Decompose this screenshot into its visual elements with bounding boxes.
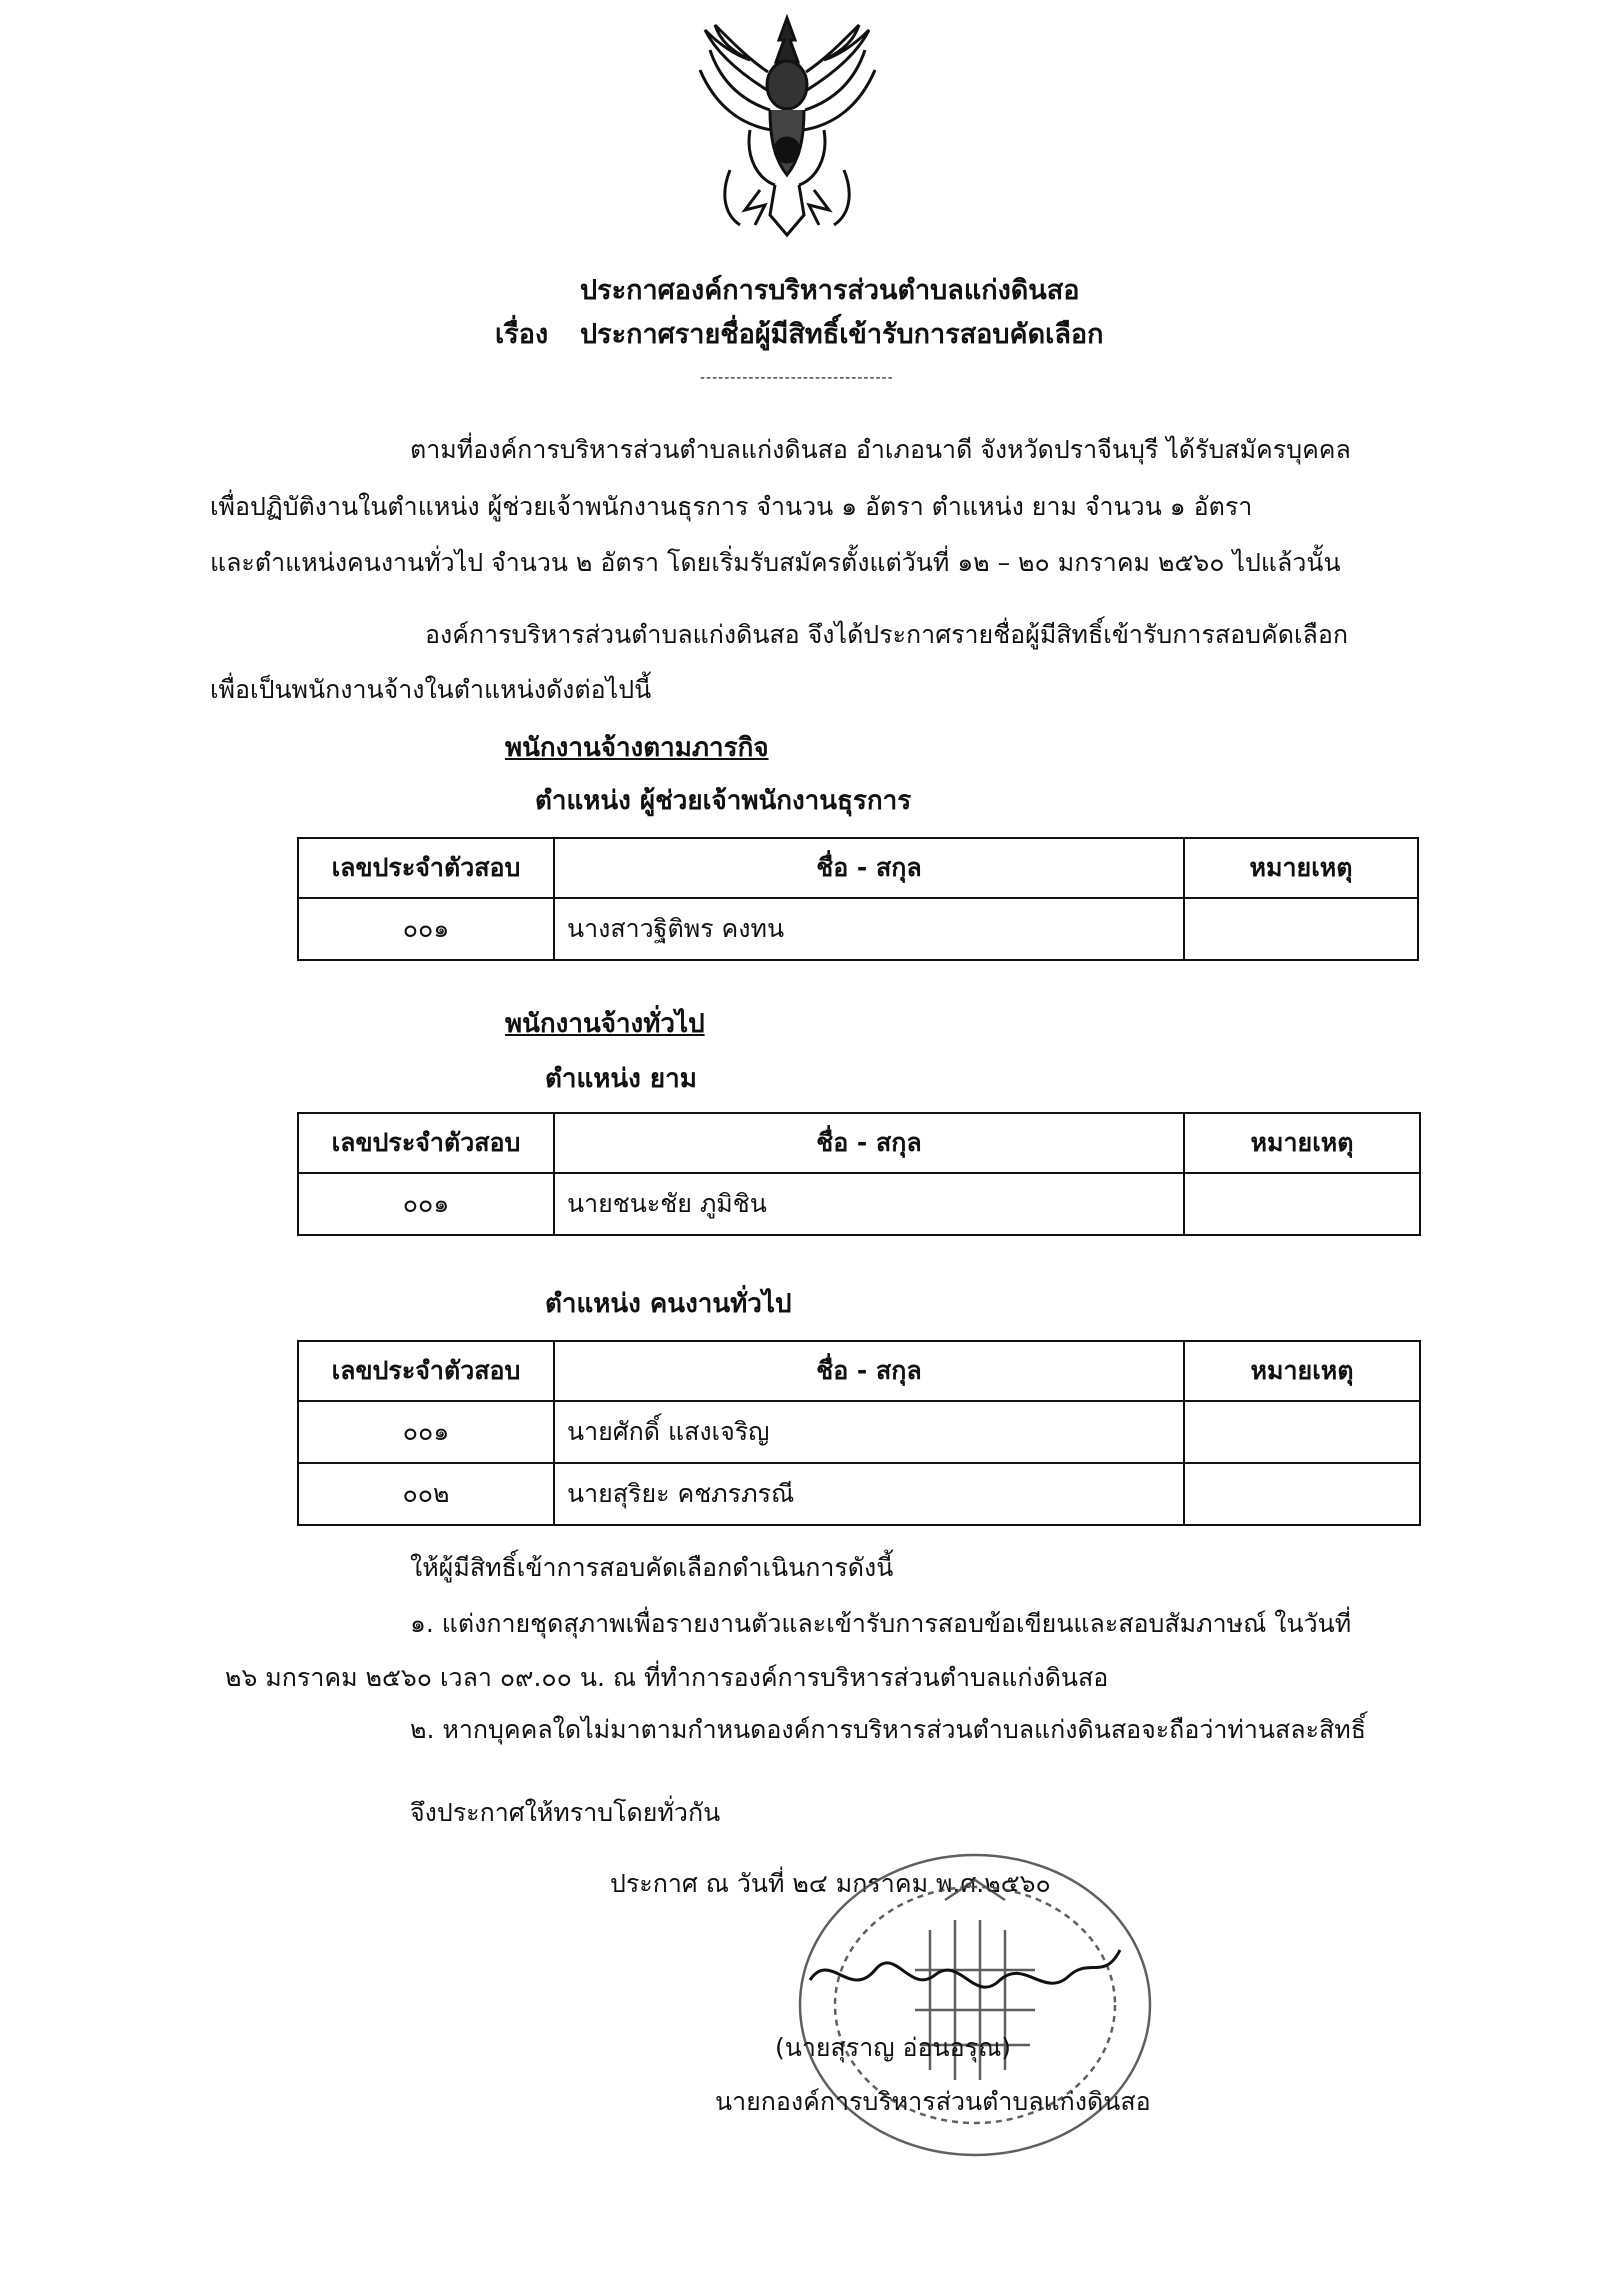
section-contract-staff-heading: พนักงานจ้างตามภารกิจ <box>505 733 769 763</box>
candidate-id: ๐๐๑ <box>298 898 554 960</box>
candidate-remark <box>1184 1463 1420 1525</box>
candidate-remark <box>1184 898 1418 960</box>
candidate-remark <box>1184 1173 1420 1235</box>
column-header-remark: หมายเหตุ <box>1184 1113 1420 1173</box>
intro-line-1: ตามที่องค์การบริหารส่วนตำบลแก่งดินสอ อำเภอนาดี จังหวัดปราจีนบุรี ได้รับสมัครบุคคล <box>410 435 1351 464</box>
table-row <box>298 1463 1420 1525</box>
intro-line-5: เพื่อเป็นพนักงานจ้างในตำแหน่งดังต่อไปนี้ <box>210 675 652 704</box>
section-general-staff-heading: พนักงานจ้างทั่วไป <box>505 1009 705 1039</box>
column-header-name: ชื่อ - สกุล <box>554 1341 1184 1401</box>
signature <box>800 1930 1130 2020</box>
table-header-row <box>298 838 1418 898</box>
header-divider: -------------------------------- <box>700 370 894 386</box>
intro-line-2: เพื่อปฏิบัติงานในตำแหน่ง ผู้ช่วยเจ้าพนักงานธุรการ จำนวน ๑ อัตรา ตำแหน่ง ยาม จำนวน ๑ อัตรา <box>210 492 1253 521</box>
subject-text: ประกาศรายชื่อผู้มีสิทธิ์เข้ารับการสอบคัดเลือก <box>580 319 1104 350</box>
instructions-lead: ให้ผู้มีสิทธิ์เข้าการสอบคัดเลือกดำเนินการดังนี้ <box>410 1553 894 1582</box>
intro-line-3: และตำแหน่งคนงานทั่วไป จำนวน ๒ อัตรา โดยเริ่มรับสมัครตั้งแต่วันที่ ๑๒ – ๒๐ มกราคม ๒๕๖๐ ไปแล้วนั้น <box>210 548 1341 577</box>
candidate-name: นายสุริยะ คชภรภรณี <box>554 1463 1184 1525</box>
position-admin-assistant: ตำแหน่ง ผู้ช่วยเจ้าพนักงานธุรการ <box>535 786 912 816</box>
table-header-row <box>298 1113 1420 1173</box>
column-header-id: เลขประจำตัวสอบ <box>298 1341 554 1401</box>
column-header-name: ชื่อ - สกุล <box>554 1113 1184 1173</box>
candidate-table-guard <box>297 1112 1421 1236</box>
announcement-title: ประกาศองค์การบริหารส่วนตำบลแก่งดินสอ <box>580 275 1080 306</box>
column-header-name: ชื่อ - สกุล <box>554 838 1184 898</box>
instruction-item-2: ๒. หากบุคคลใดไม่มาตามกำหนดองค์การบริหารส่วนตำบลแก่งดินสอจะถือว่าท่านสละสิทธิ์ <box>410 1715 1367 1744</box>
column-header-id: เลขประจำตัวสอบ <box>298 838 554 898</box>
candidate-id: ๐๐๒ <box>298 1463 554 1525</box>
closing-statement: จึงประกาศให้ทราบโดยทั่วกัน <box>410 1798 721 1827</box>
announcement-date: ประกาศ ณ วันที่ ๒๔ มกราคม พ.ศ.๒๕๖๐ <box>610 1869 1051 1898</box>
candidate-id: ๐๐๑ <box>298 1173 554 1235</box>
intro-line-4: องค์การบริหารส่วนตำบลแก่งดินสอ จึงได้ประกาศรายชื่อผู้มีสิทธิ์เข้ารับการสอบคัดเลือก <box>425 620 1348 649</box>
garuda-emblem <box>690 10 885 245</box>
table-row <box>298 1173 1420 1235</box>
signature-icon <box>800 1930 1130 2020</box>
candidate-name: นางสาวฐิติพร คงทน <box>554 898 1184 960</box>
table-row <box>298 898 1418 960</box>
signer-title: นายกองค์การบริหารส่วนตำบลแก่งดินสอ <box>715 2087 1151 2116</box>
position-guard: ตำแหน่ง ยาม <box>545 1064 697 1094</box>
table-row <box>298 1401 1420 1463</box>
position-general-worker: ตำแหน่ง คนงานทั่วไป <box>545 1289 792 1319</box>
column-header-remark: หมายเหตุ <box>1184 838 1418 898</box>
instruction-item-1-continued: ๒๖ มกราคม ๒๕๖๐ เวลา ๐๙.๐๐ น. ณ ที่ทำการองค์การบริหารส่วนตำบลแก่งดินสอ <box>225 1663 1109 1692</box>
candidate-name: นายชนะชัย ภูมิชิน <box>554 1173 1184 1235</box>
column-header-remark: หมายเหตุ <box>1184 1341 1420 1401</box>
candidate-id: ๐๐๑ <box>298 1401 554 1463</box>
candidate-table-admin-assistant <box>297 837 1419 961</box>
candidate-table-general-worker <box>297 1340 1421 1526</box>
garuda-emblem-icon <box>690 10 885 245</box>
candidate-remark <box>1184 1401 1420 1463</box>
subject-label: เรื่อง <box>495 319 549 350</box>
candidate-name: นายศักดิ์ แสงเจริญ <box>554 1401 1184 1463</box>
table-header-row <box>298 1341 1420 1401</box>
column-header-id: เลขประจำตัวสอบ <box>298 1113 554 1173</box>
instruction-item-1: ๑. แต่งกายชุดสุภาพเพื่อรายงานตัวและเข้ารับการสอบข้อเขียนและสอบสัมภาษณ์ ในวันที่ <box>410 1609 1352 1638</box>
signer-name: (นายสุราญ อ่อนอรุณ) <box>775 2033 1012 2062</box>
